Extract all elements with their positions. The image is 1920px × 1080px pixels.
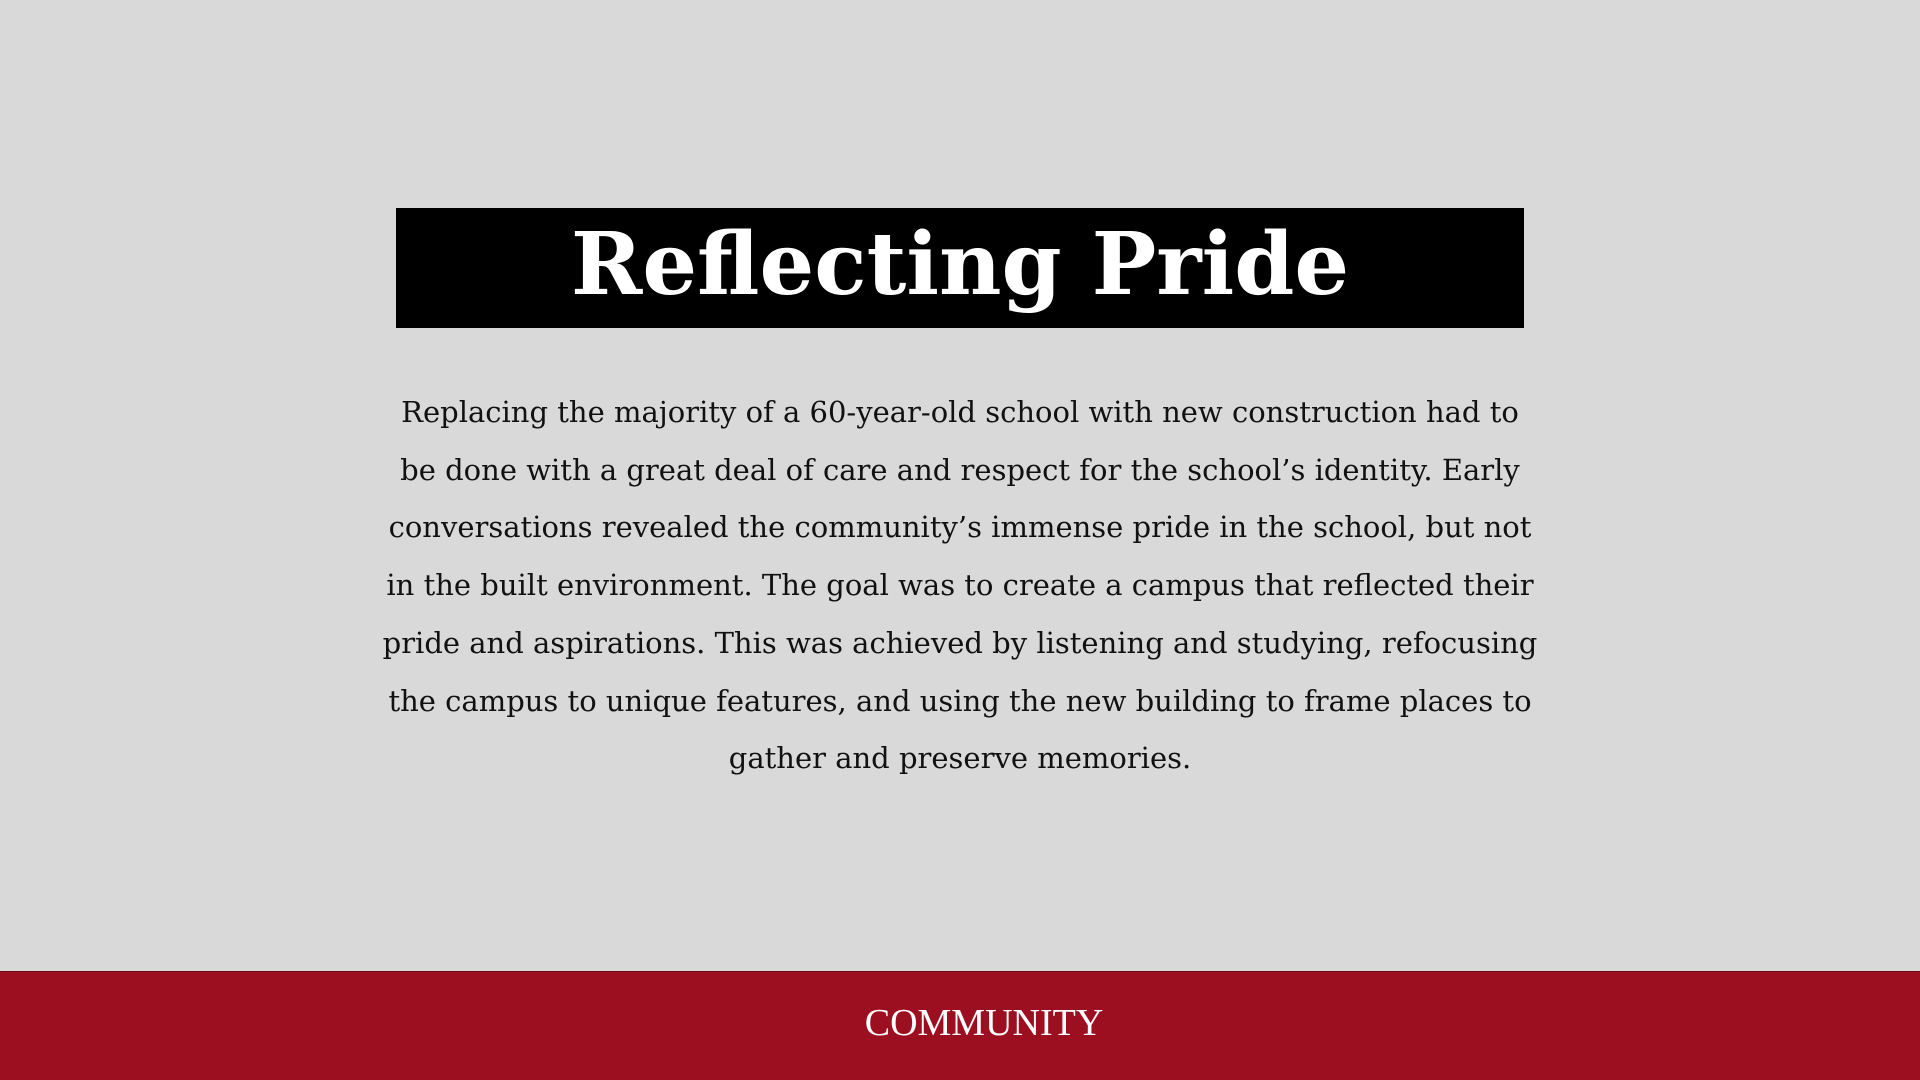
body-paragraph: Replacing the majority of a 60-year-old school with new construction had to be done with a great deal of care and respect for the school’s identity. Early conversations revealed the community’s immense pride in the school, but not in the built environment. The goal was to create a campus that reflected their pride and aspirations. This was achieved by listening and studying, refocusing the campus to unique features, and using the new building to frame places to gather and preserve memories. — [382, 395, 1538, 776]
title-banner — [396, 208, 1524, 328]
section-label: COMMUNITY — [864, 1002, 1104, 1044]
slide-title: Reflecting Pride — [570, 214, 1350, 315]
footer-banner — [0, 971, 1920, 1080]
